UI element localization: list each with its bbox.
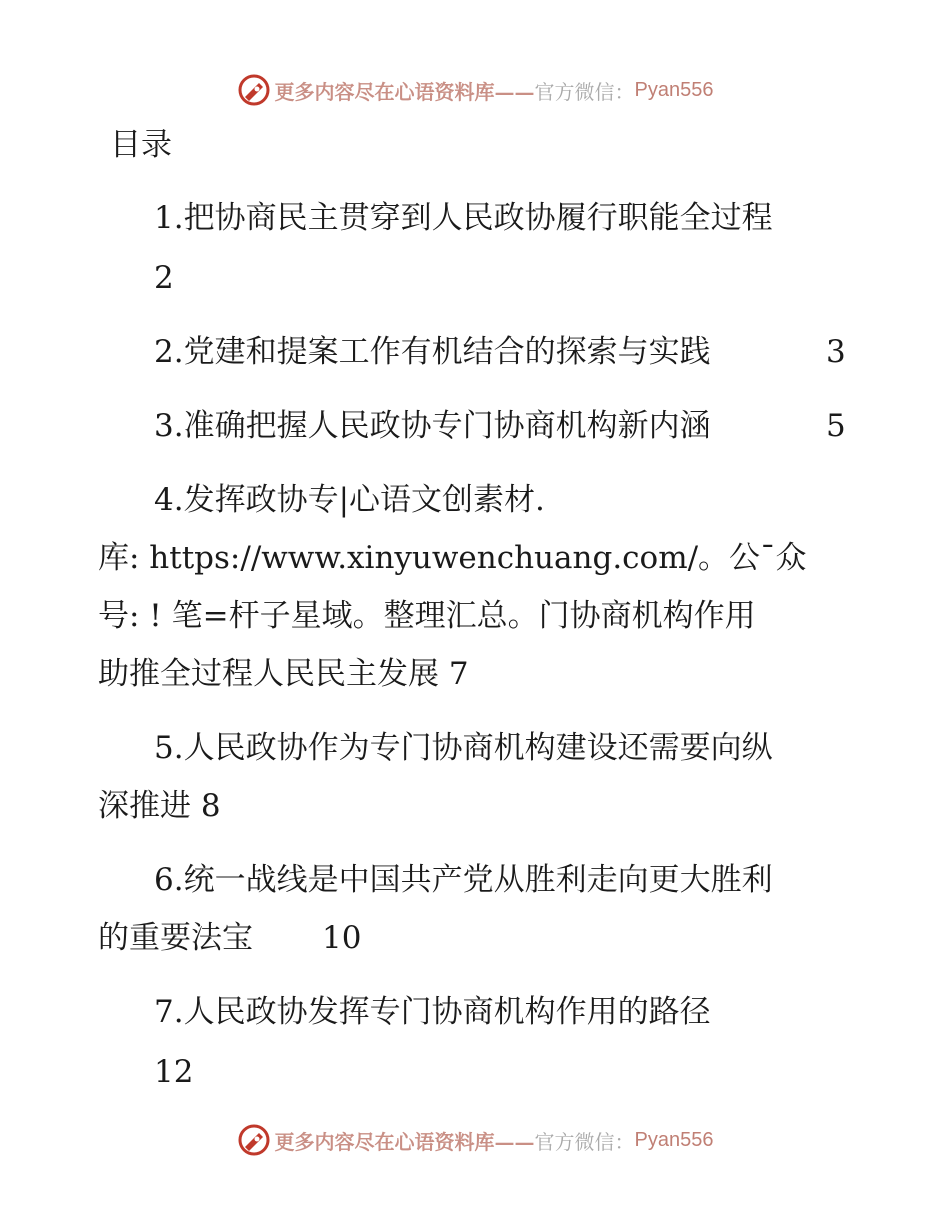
toc-item-6-page: 10	[322, 920, 362, 956]
toc-item-4-line-4: 助推全过程人民民主发展 7	[98, 656, 469, 692]
footer-watermark	[0, 1120, 950, 1160]
toc-item-3-line-1: 3.准确把握人民政协专门协商机构新内涵	[154, 408, 711, 444]
watermark-text: 更多内容尽在心语资料库——	[274, 79, 535, 104]
toc-item-2-line-1: 2.党建和提案工作有机结合的探索与实践	[154, 334, 711, 370]
pen-logo-icon	[237, 1123, 271, 1157]
watermark-wechat-id: Pyan556	[634, 1128, 714, 1151]
header-watermark	[0, 70, 950, 110]
toc-title: 目录	[110, 127, 172, 163]
toc-item-5-line-2: 深推进 8	[98, 788, 221, 824]
toc-item-2-page: 3	[826, 334, 846, 370]
toc-item-7-page: 12	[154, 1054, 194, 1090]
toc-item-4-line-1: 4.发挥政协专|心语文创素材.	[154, 482, 545, 518]
toc-item-7-line-1: 7.人民政协发挥专门协商机构作用的路径	[154, 994, 711, 1030]
pen-logo-icon	[237, 73, 271, 107]
toc-item-1-line-1: 1.把协商民主贯穿到人民政协履行职能全过程	[154, 200, 773, 236]
watermark-wechat-label: 官方微信：	[534, 79, 635, 104]
toc-item-6-line-1: 6.统一战线是中国共产党从胜利走向更大胜利	[154, 862, 773, 898]
toc-item-6-line-2: 的重要法宝	[98, 920, 253, 956]
toc-item-4-line-2: 库: https://www.xinyuwenchuang.com/。公¯众	[98, 540, 807, 576]
toc-item-5-line-1: 5.人民政协作为专门协商机构建设还需要向纵	[154, 730, 773, 766]
toc-item-1-page: 2	[154, 260, 174, 296]
watermark-text: 更多内容尽在心语资料库——	[274, 1129, 535, 1154]
watermark-wechat-id: Pyan556	[634, 78, 714, 101]
toc-item-4-line-3: 号: ! 笔=杆子星域。整理汇总。门协商机构作用	[98, 598, 756, 634]
watermark-wechat-label: 官方微信：	[534, 1129, 635, 1154]
toc-item-3-page: 5	[826, 408, 846, 444]
